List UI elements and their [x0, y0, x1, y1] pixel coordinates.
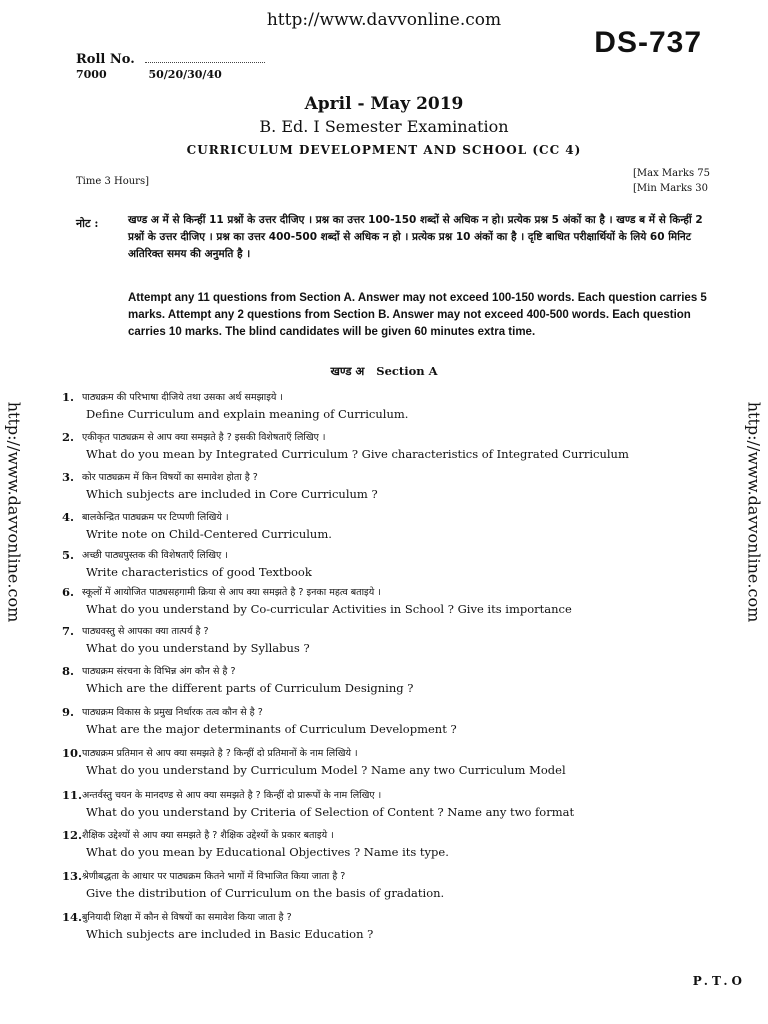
question-item — [62, 705, 722, 738]
question-hindi: बुनियादी शिक्षा में कौन से विषयों का समावेश किया जाता है ? — [82, 912, 292, 923]
question-english: What do you understand by Criteria of Selection of Content ? Name any two format — [86, 805, 575, 819]
question-item — [62, 470, 722, 503]
paper-codes — [76, 68, 222, 81]
note-label: नोट : — [76, 217, 99, 230]
question-item — [62, 788, 722, 821]
question-number: 5. — [62, 548, 75, 562]
question-english: Write characteristics of good Textbook — [86, 565, 312, 579]
question-item — [62, 510, 722, 543]
roll-label: Roll No. — [76, 52, 135, 67]
roll-number — [76, 52, 265, 67]
question-hindi: अच्छी पाठ्यपुस्तक की विशेषताएँ लिखिए । — [82, 550, 228, 561]
question-number: 10. — [62, 746, 83, 760]
question-hindi: अन्तर्वस्तु चयन के मानदण्ड से आप क्या समझते है ? किन्हीं दो प्रारूपों के नाम लिखिए । — [82, 790, 382, 801]
question-hindi: पाठ्यक्रम की परिभाषा दीजिये तथा उसका अर्थ समझाइये । — [82, 392, 284, 403]
question-english: What do you mean by Integrated Curriculum ? Give characteristics of Integrated Curriculum — [86, 447, 629, 461]
question-hindi: पाठ्यवस्तु से आपका क्या तात्पर्य है ? — [82, 626, 209, 637]
question-number: 7. — [62, 624, 75, 638]
question-hindi: एकीकृत पाठ्यक्रम से आप क्या समझते है ? इसकी विशेषताएँ लिखिए । — [82, 432, 326, 443]
question-hindi: कोर पाठ्यक्रम में किन विषयों का समावेश होता है ? — [82, 472, 258, 483]
section-heading — [0, 364, 768, 379]
question-item — [62, 624, 722, 657]
side-url-left: http://www.davvonline.com — [4, 401, 24, 623]
section-english: Section A — [376, 364, 438, 378]
question-english: Give the distribution of Curriculum on the basis of gradation. — [86, 886, 445, 900]
question-item — [62, 430, 722, 463]
side-url-right: http://www.davvonline.com — [744, 401, 764, 623]
question-number: 11. — [62, 788, 83, 802]
question-hindi: बालकेन्द्रित पाठ्यक्रम पर टिप्पणी लिखिये । — [82, 512, 229, 523]
note-hindi: खण्ड अ में से किन्हीं 11 प्रश्नों के उत्तर दीजिए । प्रश्न का उत्तर 100-150 शब्दों से अधिक न हो। प्रत्येक प्रश्न 5 अंकों का है । खण्ड ब में से किन्हीं 2 प्रश्नों के उत्तर दीजिए । प्रश्न का उत्तर 400-500 शब्दों से अधिक न हो । प्रत्येक प्रश्न 10 अंकों का है । दृष्टि बाधित परीक्षार्थियों के लिये 60 मिनिट अतिरिक्त समय की अनुमति है । — [128, 214, 703, 260]
question-hindi: स्कूलों में आयोजित पाठ्यसहगामी क्रिया से आप क्या समझते है ? इनका महत्व बताइये । — [82, 587, 381, 598]
question-item — [62, 869, 722, 902]
question-hindi: पाठ्यक्रम विकास के प्रमुख निर्धारक तत्व कौन से है ? — [82, 707, 263, 718]
question-number: 14. — [62, 910, 83, 924]
question-number: 13. — [62, 869, 83, 883]
question-number: 8. — [62, 664, 75, 678]
question-hindi: पाठ्यक्रम संरचना के विभिन्न अंग कौन से है ? — [82, 666, 236, 677]
question-number: 12. — [62, 828, 83, 842]
question-english: Which subjects are included in Basic Education ? — [86, 927, 374, 941]
paper-code: DS-737 — [594, 26, 702, 59]
question-english: What do you understand by Curriculum Model ? Name any two Curriculum Model — [86, 763, 566, 777]
question-english: What do you understand by Co-curricular Activities in School ? Give its importance — [86, 602, 572, 616]
question-item — [62, 585, 722, 618]
question-hindi: श्रेणीबद्धता के आधार पर पाठ्यक्रम कितने भागों में विभाजित किया जाता है ? — [82, 871, 346, 882]
note-english: Attempt any 11 questions from Section A. Answer may not exceed 100-150 words. Each question carries 5 marks. Attempt any 2 questions from Section B. Answer may not exceed 400-500 words. Each question carries 10 marks. The blind candidates will be given 60 minutes extra time. — [128, 292, 707, 338]
question-english: What do you understand by Syllabus ? — [86, 641, 310, 655]
question-english: Write note on Child-Centered Curriculum. — [86, 527, 332, 541]
min-marks: [Min Marks 30 — [633, 183, 709, 194]
question-number: 6. — [62, 585, 75, 599]
question-number: 9. — [62, 705, 75, 719]
marks-block — [633, 166, 710, 196]
question-hindi: शैक्षिक उद्देश्यों से आप क्या समझते है ? शैक्षिक उद्देश्यों के प्रकार बताइये । — [82, 830, 334, 841]
max-marks: [Max Marks 75 — [633, 168, 710, 179]
question-english: Which subjects are included in Core Curriculum ? — [86, 487, 378, 501]
pto-label: P.T.O — [692, 974, 746, 988]
question-number: 4. — [62, 510, 75, 524]
question-number: 2. — [62, 430, 75, 444]
question-item — [62, 664, 722, 697]
question-item — [62, 548, 722, 581]
question-number: 1. — [62, 390, 75, 404]
question-item — [62, 390, 722, 423]
section-hindi: खण्ड अ — [330, 364, 365, 378]
exam-name: B. Ed. I Semester Examination — [259, 117, 509, 136]
code-b: 50/20/30/40 — [148, 68, 222, 81]
question-english: Define Curriculum and explain meaning of Curriculum. — [86, 407, 409, 421]
question-item — [62, 828, 722, 861]
time-allowed: Time 3 Hours] — [76, 176, 149, 187]
question-english: Which are the different parts of Curriculum Designing ? — [86, 681, 414, 695]
question-hindi: पाठ्यक्रम प्रतिमान से आप क्या समझते है ? किन्हीं दो प्रतिमानों के नाम लिखिये । — [82, 748, 358, 759]
roll-blank — [145, 62, 265, 63]
question-number: 3. — [62, 470, 75, 484]
question-english: What do you mean by Educational Objectives ? Name its type. — [86, 845, 449, 859]
code-a: 7000 — [76, 68, 107, 81]
exam-session: April - May 2019 — [304, 94, 464, 114]
question-item — [62, 910, 722, 943]
subject-title: CURRICULUM DEVELOPMENT AND SCHOOL (CC 4) — [186, 143, 582, 157]
top-url: http://www.davvonline.com — [266, 10, 502, 30]
question-english: What are the major determinants of Curriculum Development ? — [86, 722, 457, 736]
question-item — [62, 746, 722, 779]
